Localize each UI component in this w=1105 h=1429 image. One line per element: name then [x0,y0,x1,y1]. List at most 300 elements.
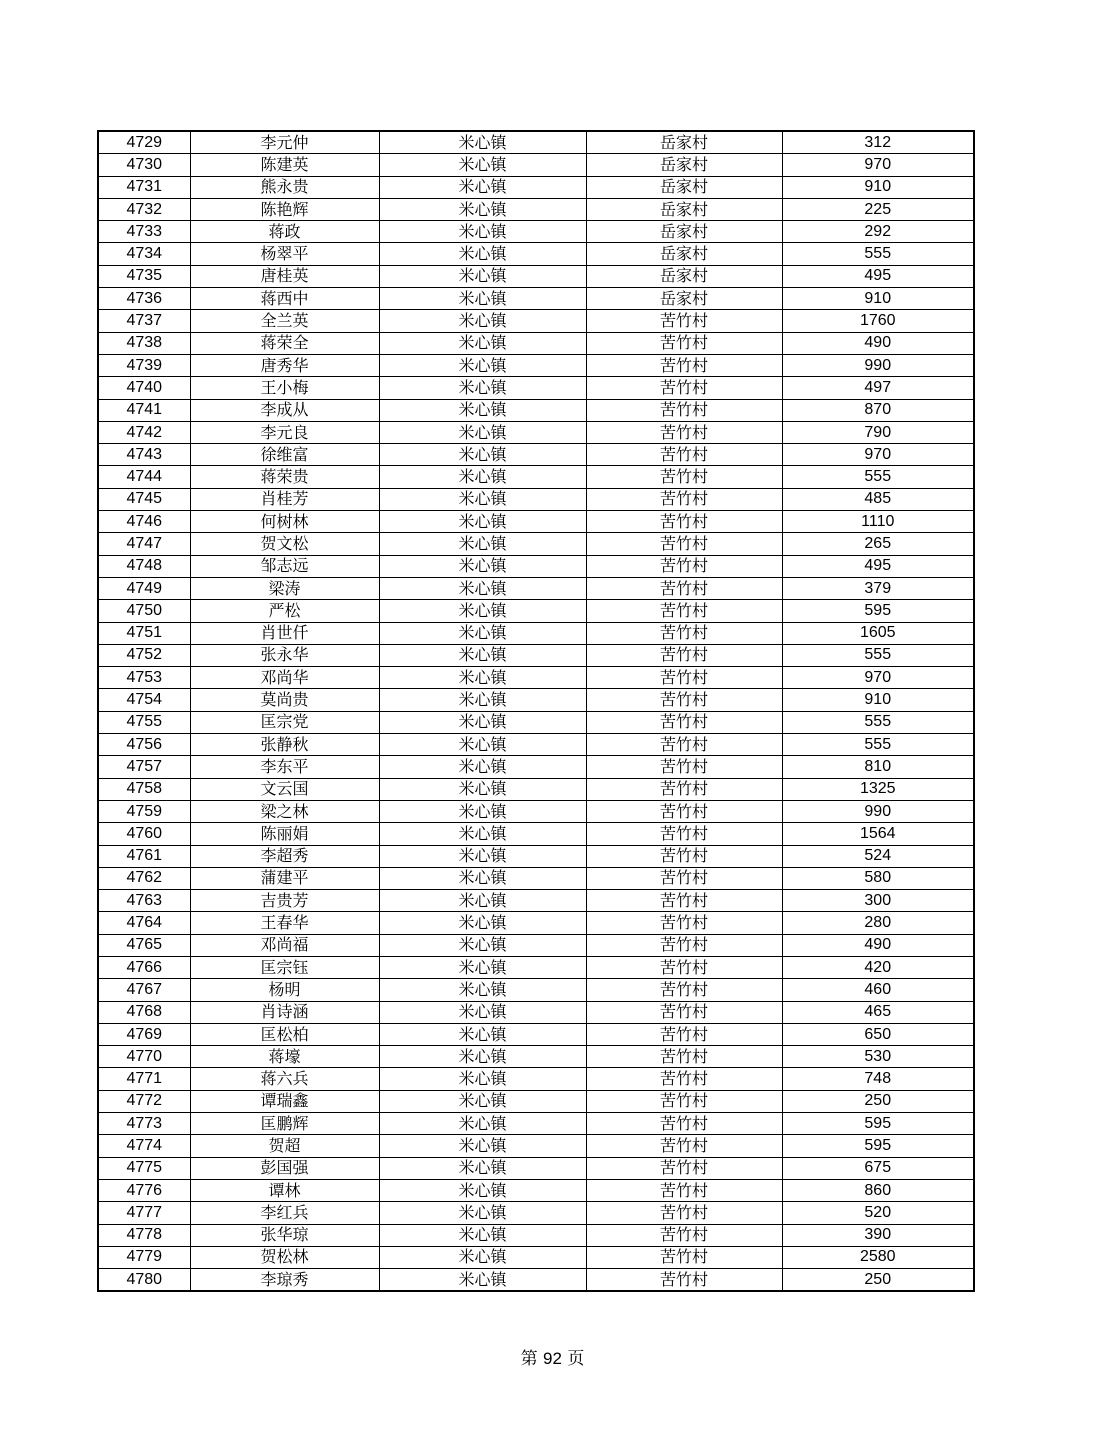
table-row [98,577,974,599]
row-number-cell: 4770 [98,1046,190,1068]
amount-cell: 595 [782,1113,974,1135]
row-number-cell: 4734 [98,243,190,265]
village-cell: 苦竹村 [586,555,782,577]
amount-cell: 970 [782,444,974,466]
amount-cell: 555 [782,711,974,733]
town-cell: 米心镇 [379,1068,586,1090]
table-row [98,1001,974,1023]
town-cell: 米心镇 [379,1246,586,1268]
table-row [98,243,974,265]
row-number-cell: 4780 [98,1269,190,1292]
table-row [98,1068,974,1090]
village-cell: 岳家村 [586,243,782,265]
town-cell: 米心镇 [379,354,586,376]
row-number-cell: 4778 [98,1224,190,1246]
row-number-cell: 4731 [98,176,190,198]
amount-cell: 300 [782,890,974,912]
village-cell: 苦竹村 [586,689,782,711]
amount-cell: 990 [782,354,974,376]
row-number-cell: 4756 [98,734,190,756]
roster-table [97,130,975,1292]
name-cell: 梁之林 [190,800,379,822]
village-cell: 苦竹村 [586,934,782,956]
amount-cell: 312 [782,131,974,154]
name-cell: 蒋荣贵 [190,466,379,488]
village-cell: 苦竹村 [586,577,782,599]
table-row [98,555,974,577]
table-row [98,131,974,154]
name-cell: 徐维富 [190,444,379,466]
village-cell: 苦竹村 [586,1113,782,1135]
town-cell: 米心镇 [379,711,586,733]
row-number-cell: 4761 [98,845,190,867]
amount-cell: 250 [782,1269,974,1292]
amount-cell: 970 [782,667,974,689]
amount-cell: 555 [782,734,974,756]
amount-cell: 555 [782,466,974,488]
village-cell: 苦竹村 [586,600,782,622]
town-cell: 米心镇 [379,667,586,689]
row-number-cell: 4729 [98,131,190,154]
village-cell: 苦竹村 [586,1135,782,1157]
row-number-cell: 4744 [98,466,190,488]
amount-cell: 379 [782,577,974,599]
village-cell: 苦竹村 [586,354,782,376]
village-cell: 苦竹村 [586,1246,782,1268]
row-number-cell: 4748 [98,555,190,577]
name-cell: 贺超 [190,1135,379,1157]
row-number-cell: 4764 [98,912,190,934]
table-row [98,488,974,510]
amount-cell: 420 [782,956,974,978]
amount-cell: 265 [782,533,974,555]
table-row [98,332,974,354]
village-cell: 苦竹村 [586,533,782,555]
name-cell: 张永华 [190,644,379,666]
name-cell: 谭瑞鑫 [190,1090,379,1112]
village-cell: 苦竹村 [586,488,782,510]
town-cell: 米心镇 [379,243,586,265]
name-cell: 陈丽娟 [190,823,379,845]
table-row [98,1113,974,1135]
table-row [98,845,974,867]
amount-cell: 1760 [782,310,974,332]
row-number-cell: 4779 [98,1246,190,1268]
name-cell: 王小梅 [190,377,379,399]
name-cell: 陈建英 [190,154,379,176]
town-cell: 米心镇 [379,221,586,243]
town-cell: 米心镇 [379,555,586,577]
village-cell: 苦竹村 [586,756,782,778]
name-cell: 李红兵 [190,1202,379,1224]
town-cell: 米心镇 [379,444,586,466]
town-cell: 米心镇 [379,800,586,822]
amount-cell: 595 [782,1135,974,1157]
town-cell: 米心镇 [379,912,586,934]
row-number-cell: 4768 [98,1001,190,1023]
table-row [98,154,974,176]
amount-cell: 595 [782,600,974,622]
village-cell: 苦竹村 [586,1023,782,1045]
row-number-cell: 4776 [98,1179,190,1201]
town-cell: 米心镇 [379,310,586,332]
name-cell: 李元仲 [190,131,379,154]
town-cell: 米心镇 [379,1269,586,1292]
name-cell: 邹志远 [190,555,379,577]
name-cell: 何树林 [190,511,379,533]
town-cell: 米心镇 [379,421,586,443]
name-cell: 梁涛 [190,577,379,599]
table-row [98,667,974,689]
row-number-cell: 4739 [98,354,190,376]
row-number-cell: 4740 [98,377,190,399]
row-number-cell: 4772 [98,1090,190,1112]
amount-cell: 524 [782,845,974,867]
town-cell: 米心镇 [379,756,586,778]
amount-cell: 555 [782,644,974,666]
village-cell: 苦竹村 [586,734,782,756]
town-cell: 米心镇 [379,1157,586,1179]
town-cell: 米心镇 [379,265,586,287]
town-cell: 米心镇 [379,154,586,176]
name-cell: 蒲建平 [190,867,379,889]
amount-cell: 485 [782,488,974,510]
amount-cell: 675 [782,1157,974,1179]
row-number-cell: 4745 [98,488,190,510]
row-number-cell: 4741 [98,399,190,421]
town-cell: 米心镇 [379,176,586,198]
name-cell: 李东平 [190,756,379,778]
village-cell: 苦竹村 [586,622,782,644]
row-number-cell: 4733 [98,221,190,243]
table-row [98,800,974,822]
town-cell: 米心镇 [379,1090,586,1112]
row-number-cell: 4755 [98,711,190,733]
town-cell: 米心镇 [379,1046,586,1068]
amount-cell: 580 [782,867,974,889]
village-cell: 苦竹村 [586,800,782,822]
table-row [98,756,974,778]
amount-cell: 650 [782,1023,974,1045]
village-cell: 苦竹村 [586,1068,782,1090]
village-cell: 苦竹村 [586,310,782,332]
row-number-cell: 4749 [98,577,190,599]
village-cell: 苦竹村 [586,1001,782,1023]
village-cell: 苦竹村 [586,1046,782,1068]
amount-cell: 910 [782,689,974,711]
row-number-cell: 4747 [98,533,190,555]
table-row [98,421,974,443]
name-cell: 贺文松 [190,533,379,555]
village-cell: 苦竹村 [586,421,782,443]
town-cell: 米心镇 [379,934,586,956]
roster-table-body [98,131,974,1291]
amount-cell: 2580 [782,1246,974,1268]
name-cell: 匡宗钰 [190,956,379,978]
town-cell: 米心镇 [379,979,586,1001]
amount-cell: 225 [782,198,974,220]
table-row [98,867,974,889]
town-cell: 米心镇 [379,778,586,800]
name-cell: 李元良 [190,421,379,443]
name-cell: 蒋西中 [190,288,379,310]
row-number-cell: 4757 [98,756,190,778]
row-number-cell: 4762 [98,867,190,889]
table-row [98,511,974,533]
village-cell: 苦竹村 [586,912,782,934]
village-cell: 苦竹村 [586,956,782,978]
village-cell: 苦竹村 [586,823,782,845]
table-row [98,377,974,399]
row-number-cell: 4743 [98,444,190,466]
name-cell: 蒋壕 [190,1046,379,1068]
village-cell: 苦竹村 [586,1202,782,1224]
name-cell: 张华琼 [190,1224,379,1246]
village-cell: 苦竹村 [586,1269,782,1292]
table-row [98,310,974,332]
town-cell: 米心镇 [379,466,586,488]
name-cell: 贺松林 [190,1246,379,1268]
row-number-cell: 4754 [98,689,190,711]
row-number-cell: 4766 [98,956,190,978]
name-cell: 杨明 [190,979,379,1001]
amount-cell: 495 [782,555,974,577]
table-row [98,1023,974,1045]
town-cell: 米心镇 [379,689,586,711]
row-number-cell: 4746 [98,511,190,533]
table-row [98,711,974,733]
name-cell: 张静秋 [190,734,379,756]
name-cell: 全兰英 [190,310,379,332]
row-number-cell: 4777 [98,1202,190,1224]
table-row [98,734,974,756]
town-cell: 米心镇 [379,198,586,220]
name-cell: 陈艳辉 [190,198,379,220]
table-row [98,1179,974,1201]
name-cell: 李成从 [190,399,379,421]
name-cell: 蒋荣全 [190,332,379,354]
row-number-cell: 4767 [98,979,190,1001]
table-row [98,533,974,555]
town-cell: 米心镇 [379,644,586,666]
name-cell: 唐秀华 [190,354,379,376]
town-cell: 米心镇 [379,1224,586,1246]
row-number-cell: 4760 [98,823,190,845]
page-footer [0,1344,1105,1369]
row-number-cell: 4750 [98,600,190,622]
table-row [98,979,974,1001]
table-row [98,399,974,421]
town-cell: 米心镇 [379,600,586,622]
amount-cell: 1325 [782,778,974,800]
village-cell: 苦竹村 [586,332,782,354]
village-cell: 苦竹村 [586,511,782,533]
town-cell: 米心镇 [379,399,586,421]
town-cell: 米心镇 [379,288,586,310]
amount-cell: 910 [782,176,974,198]
town-cell: 米心镇 [379,131,586,154]
village-cell: 岳家村 [586,131,782,154]
table-row [98,934,974,956]
table-row [98,956,974,978]
town-cell: 米心镇 [379,867,586,889]
village-cell: 苦竹村 [586,1224,782,1246]
amount-cell: 280 [782,912,974,934]
amount-cell: 490 [782,332,974,354]
row-number-cell: 4765 [98,934,190,956]
town-cell: 米心镇 [379,823,586,845]
row-number-cell: 4759 [98,800,190,822]
town-cell: 米心镇 [379,734,586,756]
row-number-cell: 4774 [98,1135,190,1157]
amount-cell: 465 [782,1001,974,1023]
amount-cell: 250 [782,1090,974,1112]
amount-cell: 1564 [782,823,974,845]
village-cell: 苦竹村 [586,444,782,466]
amount-cell: 790 [782,421,974,443]
amount-cell: 460 [782,979,974,1001]
name-cell: 李琼秀 [190,1269,379,1292]
row-number-cell: 4771 [98,1068,190,1090]
name-cell: 匡宗党 [190,711,379,733]
row-number-cell: 4735 [98,265,190,287]
table-row [98,1202,974,1224]
town-cell: 米心镇 [379,533,586,555]
village-cell: 岳家村 [586,198,782,220]
name-cell: 匡松柏 [190,1023,379,1045]
village-cell: 苦竹村 [586,778,782,800]
table-row [98,176,974,198]
town-cell: 米心镇 [379,1202,586,1224]
amount-cell: 495 [782,265,974,287]
town-cell: 米心镇 [379,511,586,533]
amount-cell: 1605 [782,622,974,644]
name-cell: 肖桂芳 [190,488,379,510]
village-cell: 岳家村 [586,154,782,176]
name-cell: 蒋六兵 [190,1068,379,1090]
table-row [98,823,974,845]
table-row [98,288,974,310]
amount-cell: 990 [782,800,974,822]
village-cell: 苦竹村 [586,644,782,666]
town-cell: 米心镇 [379,1023,586,1045]
village-cell: 苦竹村 [586,979,782,1001]
village-cell: 岳家村 [586,221,782,243]
name-cell: 邓尚福 [190,934,379,956]
amount-cell: 530 [782,1046,974,1068]
row-number-cell: 4737 [98,310,190,332]
village-cell: 苦竹村 [586,377,782,399]
amount-cell: 860 [782,1179,974,1201]
name-cell: 李超秀 [190,845,379,867]
page-footer-prefix: 第 [520,1349,538,1369]
village-cell: 苦竹村 [586,466,782,488]
town-cell: 米心镇 [379,1135,586,1157]
amount-cell: 497 [782,377,974,399]
table-row [98,1090,974,1112]
table-row [98,1246,974,1268]
row-number-cell: 4751 [98,622,190,644]
name-cell: 匡鹏辉 [190,1113,379,1135]
town-cell: 米心镇 [379,622,586,644]
name-cell: 肖诗涵 [190,1001,379,1023]
amount-cell: 810 [782,756,974,778]
amount-cell: 555 [782,243,974,265]
table-row [98,265,974,287]
table-row [98,1224,974,1246]
village-cell: 岳家村 [586,176,782,198]
village-cell: 苦竹村 [586,1090,782,1112]
table-row [98,644,974,666]
village-cell: 岳家村 [586,265,782,287]
village-cell: 苦竹村 [586,845,782,867]
town-cell: 米心镇 [379,890,586,912]
name-cell: 彭国强 [190,1157,379,1179]
amount-cell: 910 [782,288,974,310]
name-cell: 谭林 [190,1179,379,1201]
name-cell: 蒋政 [190,221,379,243]
town-cell: 米心镇 [379,956,586,978]
village-cell: 苦竹村 [586,890,782,912]
town-cell: 米心镇 [379,1113,586,1135]
name-cell: 肖世仟 [190,622,379,644]
table-row [98,689,974,711]
name-cell: 文云国 [190,778,379,800]
table-row [98,1135,974,1157]
name-cell: 邓尚华 [190,667,379,689]
name-cell: 王春华 [190,912,379,934]
row-number-cell: 4775 [98,1157,190,1179]
town-cell: 米心镇 [379,377,586,399]
name-cell: 杨翠平 [190,243,379,265]
table-row [98,466,974,488]
table-row [98,198,974,220]
amount-cell: 870 [782,399,974,421]
row-number-cell: 4773 [98,1113,190,1135]
name-cell: 熊永贵 [190,176,379,198]
amount-cell: 520 [782,1202,974,1224]
amount-cell: 390 [782,1224,974,1246]
amount-cell: 970 [782,154,974,176]
amount-cell: 748 [782,1068,974,1090]
table-row [98,622,974,644]
row-number-cell: 4758 [98,778,190,800]
town-cell: 米心镇 [379,1001,586,1023]
town-cell: 米心镇 [379,577,586,599]
row-number-cell: 4753 [98,667,190,689]
village-cell: 苦竹村 [586,667,782,689]
table-row [98,221,974,243]
table-row [98,1157,974,1179]
table-row [98,354,974,376]
village-cell: 苦竹村 [586,711,782,733]
row-number-cell: 4730 [98,154,190,176]
village-cell: 苦竹村 [586,867,782,889]
table-row [98,1269,974,1292]
village-cell: 苦竹村 [586,1179,782,1201]
name-cell: 唐桂英 [190,265,379,287]
town-cell: 米心镇 [379,845,586,867]
name-cell: 严松 [190,600,379,622]
row-number-cell: 4763 [98,890,190,912]
village-cell: 苦竹村 [586,1157,782,1179]
amount-cell: 292 [782,221,974,243]
table-row [98,600,974,622]
town-cell: 米心镇 [379,1179,586,1201]
table-row [98,444,974,466]
town-cell: 米心镇 [379,488,586,510]
table-row [98,1046,974,1068]
